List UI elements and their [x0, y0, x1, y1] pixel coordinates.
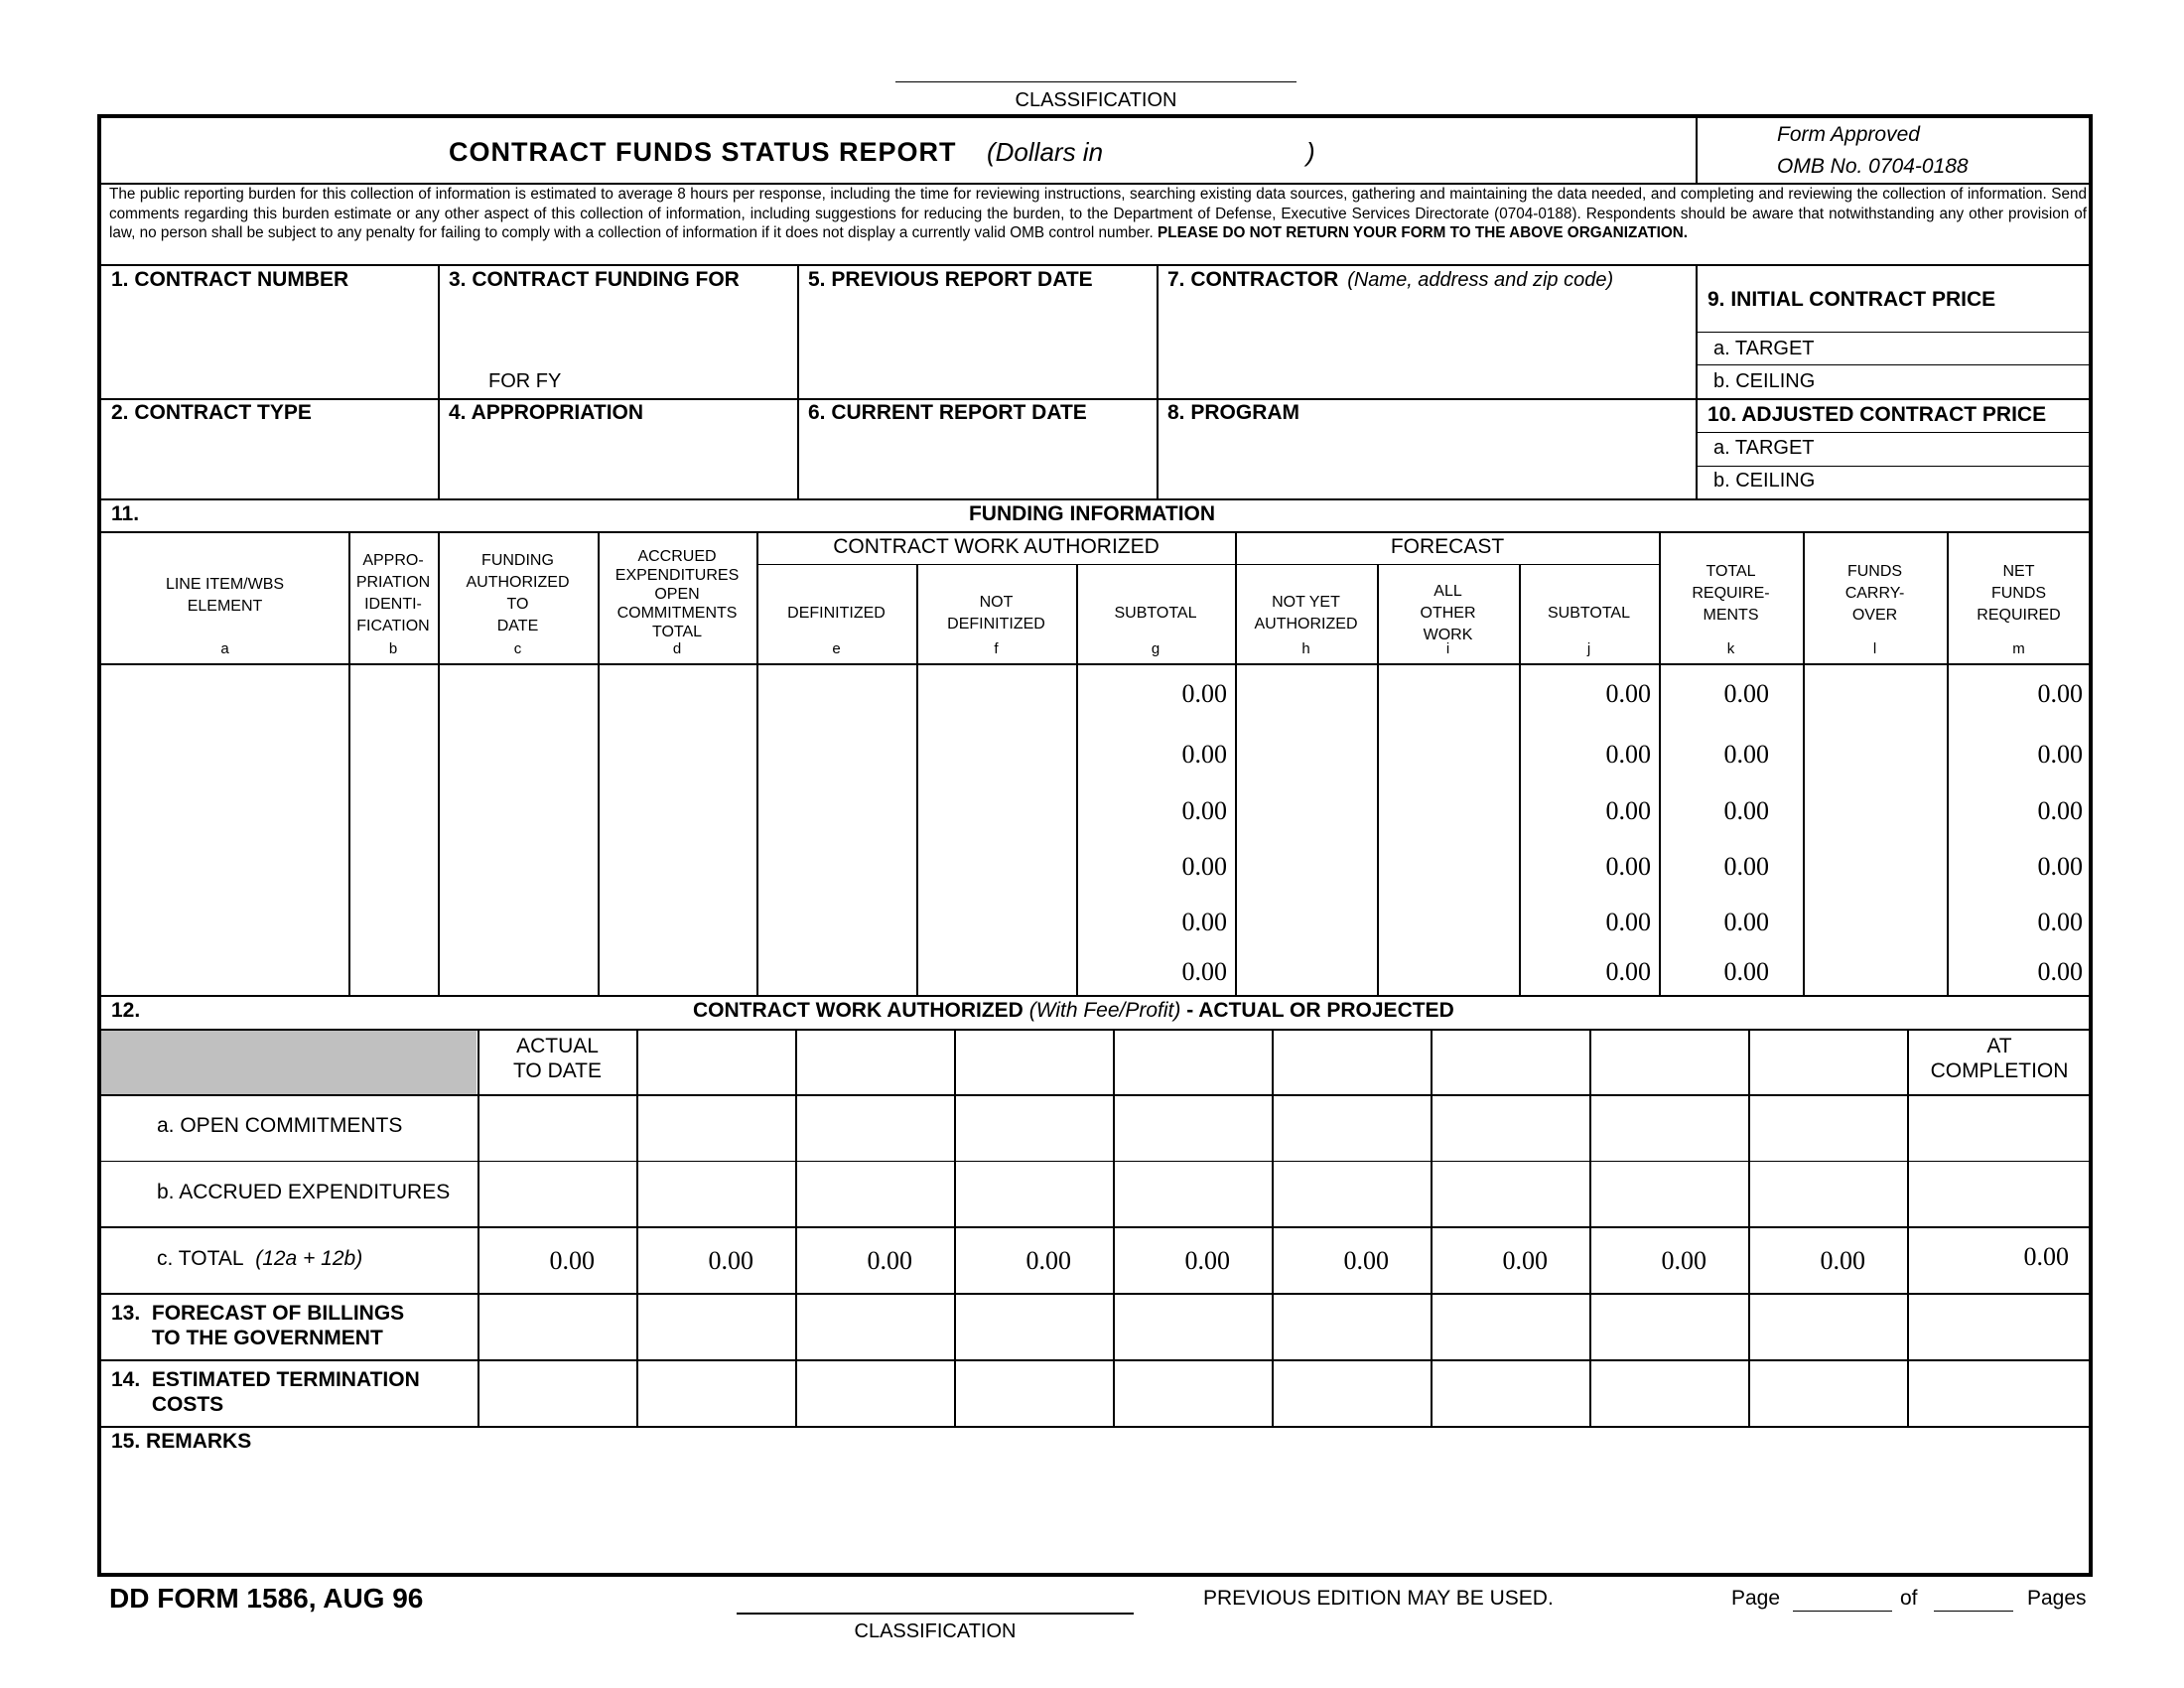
- accrued-expenditures-field-1[interactable]: [480, 1164, 633, 1223]
- accrued-expenditures-label: b. ACCRUED EXPENDITURES: [157, 1181, 451, 1203]
- initial-target-label: a. TARGET: [1713, 338, 1815, 359]
- contract-type-label: 2. CONTRACT TYPE: [111, 401, 312, 424]
- classification-bottom-line: [737, 1613, 1134, 1615]
- current-report-date-label: 6. CURRENT REPORT DATE: [808, 401, 1087, 424]
- page-total-field[interactable]: [1934, 1585, 2013, 1611]
- section-12-title-tail: - ACTUAL OR PROJECTED: [1186, 999, 1454, 1022]
- contractor-field[interactable]: [1161, 294, 1693, 395]
- open-commitments-field-8[interactable]: [1592, 1098, 1745, 1158]
- group-forecast: FORECAST: [1390, 535, 1505, 558]
- funding-cell-h-row-2[interactable]: [1241, 740, 1369, 775]
- col-letter-b: b: [388, 640, 398, 657]
- funding-cell-k-row-3[interactable]: 0.00: [1723, 796, 1769, 825]
- termination-costs-field-1[interactable]: [480, 1363, 633, 1423]
- col-header-funds-carryover: FUNDS CARRY- OVER: [1844, 563, 1905, 624]
- previous-edition-note: PREVIOUS EDITION MAY BE USED.: [1203, 1587, 1554, 1610]
- divider: [1696, 398, 2091, 400]
- funding-cell-k-row-4[interactable]: 0.00: [1723, 852, 1769, 881]
- contractor-label-group: [1167, 268, 1613, 292]
- program-field[interactable]: [1161, 427, 1693, 496]
- termination-costs-field-5[interactable]: [1116, 1363, 1269, 1423]
- funding-cell-d-row-3[interactable]: [604, 796, 749, 832]
- open-commitments-field-5[interactable]: [1116, 1098, 1269, 1158]
- divider: [99, 1293, 2091, 1295]
- col-letter-k: k: [1726, 640, 1735, 657]
- col-letter-e: e: [832, 640, 841, 657]
- funding-cell-a-row-1[interactable]: [107, 679, 341, 715]
- total-label-group: [157, 1247, 362, 1271]
- previous-report-date-label: 5. PREVIOUS REPORT DATE: [808, 268, 1093, 291]
- funding-cell-h-row-5[interactable]: [1241, 908, 1369, 943]
- funding-cell-i-row-4[interactable]: [1383, 852, 1511, 888]
- appropriation-label: 4. APPROPRIATION: [449, 401, 644, 424]
- col-header-total-requirements: TOTAL REQUIRE- MENTS: [1692, 563, 1770, 624]
- divider: [1519, 564, 1521, 996]
- section-12-number: 12.: [111, 999, 141, 1022]
- accrued-expenditures-field-4[interactable]: [957, 1164, 1110, 1223]
- funding-cell-c-row-6[interactable]: [444, 957, 590, 993]
- open-commitments-field-7[interactable]: [1433, 1098, 1586, 1158]
- adjusted-target-label: a. TARGET: [1713, 437, 1815, 459]
- total-value-3: 0.00: [867, 1246, 912, 1275]
- remarks-label: 15. REMARKS: [111, 1430, 252, 1453]
- section-11-number: 11.: [111, 502, 140, 525]
- col-header-cwa-subtotal: SUBTOTAL: [1114, 605, 1197, 622]
- divider: [99, 1226, 2091, 1228]
- funding-cell-k-row-5[interactable]: 0.00: [1723, 908, 1769, 936]
- funding-cell-i-row-3[interactable]: [1383, 796, 1511, 832]
- funding-cell-h-row-6[interactable]: [1241, 957, 1369, 993]
- classification-top-line: [895, 81, 1297, 82]
- for-fy-label: FOR FY: [488, 370, 562, 392]
- open-commitments-field-9[interactable]: [1751, 1098, 1904, 1158]
- period-header-field-6[interactable]: [1433, 1033, 1586, 1090]
- adjusted-target-field[interactable]: [1846, 434, 2089, 464]
- funding-cell-c-row-1[interactable]: [444, 679, 590, 715]
- funding-cell-a-row-5[interactable]: [107, 908, 341, 943]
- forecast-billings-field-10[interactable]: [1910, 1297, 2088, 1356]
- funding-cell-l-row-1[interactable]: [1809, 679, 1939, 715]
- funding-cell-m-row-3[interactable]: 0.00: [2037, 796, 2083, 825]
- funding-cell-d-row-4[interactable]: [604, 852, 749, 888]
- termination-costs-field-3[interactable]: [798, 1363, 951, 1423]
- contractor-label: 7. CONTRACTOR: [1167, 268, 1339, 291]
- contract-number-field[interactable]: [103, 294, 435, 395]
- funding-cell-a-row-6[interactable]: [107, 957, 341, 993]
- burden-statement: [109, 185, 2087, 243]
- col-letter-m: m: [2012, 640, 2025, 657]
- divider: [99, 663, 2091, 665]
- burden-text: The public reporting burden for this collection of information is estimated to average 8 hours per response, including the time for reviewing instructions, searching existing data sources, gathering and maintaining the data needed, and completing and reviewing the collection of information. Send comments regarding this burden estimate or any other aspect of this collection of information, including suggestions for reducing the burden, to the Department of Defense, Executive Services Directorate (0704-0188). Respondents should be aware that notwithstanding any other provision of law, no person shall be subject to any penalty for failing to comply with a collection of information if it does not display a currently valid OMB control number.: [109, 186, 2087, 241]
- funding-cell-k-row-6[interactable]: 0.00: [1723, 957, 1769, 986]
- period-header-field-2[interactable]: [798, 1033, 951, 1090]
- forecast-billings-field-4[interactable]: [957, 1297, 1110, 1356]
- contract-funding-for-label: 3. CONTRACT FUNDING FOR: [449, 268, 740, 291]
- funding-cell-m-row-4[interactable]: 0.00: [2037, 852, 2083, 881]
- appropriation-field[interactable]: [443, 427, 794, 496]
- funding-cell-e-row-4[interactable]: [762, 852, 908, 888]
- accrued-expenditures-field-5[interactable]: [1116, 1164, 1269, 1223]
- group-contract-work-authorized: CONTRACT WORK AUTHORIZED: [833, 535, 1160, 558]
- divider: [99, 264, 2091, 266]
- funding-cell-f-row-1[interactable]: [922, 679, 1068, 715]
- forecast-billings-field-6[interactable]: [1275, 1297, 1428, 1356]
- funding-cell-c-row-4[interactable]: [444, 852, 590, 888]
- funding-cell-m-row-1[interactable]: 0.00: [2037, 679, 2083, 708]
- funding-cell-c-row-5[interactable]: [444, 908, 590, 943]
- col-header-accrued-expenditures: ACCRUED EXPENDITURES OPEN COMMITMENTS TOTAL: [614, 547, 740, 640]
- termination-costs-field-7[interactable]: [1433, 1363, 1586, 1423]
- funding-cell-j-row-1[interactable]: 0.00: [1605, 679, 1651, 708]
- funding-cell-i-row-2[interactable]: [1383, 740, 1511, 775]
- section-12-title-main: CONTRACT WORK AUTHORIZED: [693, 999, 1024, 1022]
- accrued-expenditures-field-7[interactable]: [1433, 1164, 1586, 1223]
- funding-cell-f-row-4[interactable]: [922, 852, 1068, 888]
- termination-costs-label: 14. ESTIMATED TERMINATION COSTS: [111, 1368, 420, 1416]
- program-label: 8. PROGRAM: [1167, 401, 1300, 424]
- contract-type-field[interactable]: [103, 427, 435, 496]
- total-value-2: 0.00: [708, 1246, 753, 1275]
- form-id: DD FORM 1586, AUG 96: [109, 1583, 424, 1614]
- funding-cell-f-row-6[interactable]: [922, 957, 1068, 993]
- funding-cell-d-row-5[interactable]: [604, 908, 749, 943]
- total-value-1: 0.00: [549, 1246, 595, 1275]
- accrued-expenditures-field-3[interactable]: [798, 1164, 951, 1223]
- accrued-expenditures-field-10[interactable]: [1910, 1164, 2088, 1223]
- dollars-in-label: (Dollars in: [987, 137, 1104, 167]
- funding-cell-d-row-6[interactable]: [604, 957, 749, 993]
- open-commitments-label: a. OPEN COMMITMENTS: [157, 1114, 403, 1137]
- initial-ceiling-label: b. CEILING: [1713, 370, 1816, 392]
- divider: [1697, 364, 2091, 365]
- funding-cell-e-row-3[interactable]: [762, 796, 908, 832]
- funding-cell-j-row-6[interactable]: 0.00: [1605, 957, 1651, 986]
- col-letter-h: h: [1301, 640, 1310, 657]
- accrued-expenditures-field-2[interactable]: [639, 1164, 792, 1223]
- page-total-line: [1934, 1611, 2013, 1612]
- col-header-funding-authorized: FUNDING AUTHORIZED TO DATE: [466, 552, 570, 634]
- divider: [1697, 466, 2091, 467]
- divider: [99, 1359, 2091, 1361]
- section-12-title-italic: (With Fee/Profit): [1028, 999, 1181, 1022]
- col-header-definitized: DEFINITIZED: [787, 605, 886, 622]
- termination-costs-field-2[interactable]: [639, 1363, 792, 1423]
- divider: [1697, 332, 2091, 333]
- termination-costs-field-6[interactable]: [1275, 1363, 1428, 1423]
- funding-cell-g-row-2[interactable]: 0.00: [1181, 740, 1227, 769]
- termination-costs-field-9[interactable]: [1751, 1363, 1904, 1423]
- funding-cell-f-row-5[interactable]: [922, 908, 1068, 943]
- period-header-field-4[interactable]: [1116, 1033, 1269, 1090]
- col-header-net-funds-required: NET FUNDS REQUIRED: [1977, 563, 2061, 624]
- accrued-expenditures-field-9[interactable]: [1751, 1164, 1904, 1223]
- open-commitments-field-4[interactable]: [957, 1098, 1110, 1158]
- open-commitments-field-10[interactable]: [1910, 1098, 2088, 1158]
- termination-costs-field-8[interactable]: [1592, 1363, 1745, 1423]
- col-letter-l: l: [1872, 640, 1877, 657]
- previous-report-date-field[interactable]: [802, 294, 1154, 395]
- period-header-field-3[interactable]: [957, 1033, 1110, 1090]
- funding-cell-d-row-2[interactable]: [604, 740, 749, 775]
- divider: [99, 498, 2091, 500]
- divider: [797, 264, 799, 499]
- adjusted-ceiling-label: b. CEILING: [1713, 470, 1816, 492]
- period-header-field-8[interactable]: [1751, 1033, 1904, 1090]
- forecast-billings-field-9[interactable]: [1751, 1297, 1904, 1356]
- page-number-line: [1793, 1611, 1892, 1612]
- funding-cell-e-row-2[interactable]: [762, 740, 908, 775]
- dollars-unit-field[interactable]: [1138, 135, 1306, 169]
- funding-cell-i-row-1[interactable]: [1383, 679, 1511, 715]
- forecast-billings-field-7[interactable]: [1433, 1297, 1586, 1356]
- total-value-10: 0.00: [2023, 1242, 2069, 1271]
- open-commitments-field-3[interactable]: [798, 1098, 951, 1158]
- burden-bold: PLEASE DO NOT RETURN YOUR FORM TO THE ABOVE ORGANIZATION.: [1158, 224, 1689, 241]
- divider: [99, 531, 2091, 533]
- funding-cell-d-row-1[interactable]: [604, 679, 749, 715]
- initial-contract-price-label: 9. INITIAL CONTRACT PRICE: [1707, 288, 1996, 311]
- total-formula: (12a + 12b): [255, 1247, 363, 1270]
- col-header-forecast-subtotal: SUBTOTAL: [1548, 605, 1630, 622]
- divider: [99, 995, 2091, 997]
- funding-cell-j-row-3[interactable]: 0.00: [1605, 796, 1651, 825]
- funding-cell-h-row-4[interactable]: [1241, 852, 1369, 888]
- period-header-field-7[interactable]: [1592, 1033, 1745, 1090]
- funding-information-title: FUNDING INFORMATION: [968, 502, 1216, 525]
- period-header-field-5[interactable]: [1275, 1033, 1428, 1090]
- forecast-billings-field-8[interactable]: [1592, 1297, 1745, 1356]
- initial-target-field[interactable]: [1846, 334, 2089, 363]
- funding-cell-c-row-3[interactable]: [444, 796, 590, 832]
- funding-cell-l-row-3[interactable]: [1809, 796, 1939, 832]
- classification-top: CLASSIFICATION: [1015, 89, 1177, 111]
- divider: [99, 398, 1697, 400]
- col-letter-d: d: [672, 640, 682, 657]
- shaded-cell: [101, 1031, 477, 1094]
- funding-cell-j-row-2[interactable]: 0.00: [1605, 740, 1651, 769]
- termination-costs-field-4[interactable]: [957, 1363, 1110, 1423]
- col-header-line-item-wbs: LINE ITEM/WBS ELEMENT: [165, 576, 285, 615]
- funding-cell-b-row-5[interactable]: [354, 908, 430, 943]
- total-value-8: 0.00: [1661, 1246, 1706, 1275]
- funding-cell-g-row-1[interactable]: 0.00: [1181, 679, 1227, 708]
- section-12-title: [693, 999, 1454, 1023]
- funding-cell-e-row-6[interactable]: [762, 957, 908, 993]
- col-letter-j: j: [1586, 640, 1591, 657]
- funding-cell-h-row-3[interactable]: [1241, 796, 1369, 832]
- page-number-field[interactable]: [1793, 1585, 1892, 1611]
- pages-label: Pages: [2027, 1587, 2087, 1610]
- divider: [757, 564, 1659, 565]
- funding-cell-g-row-5[interactable]: 0.00: [1181, 908, 1227, 936]
- total-value-5: 0.00: [1184, 1246, 1230, 1275]
- initial-ceiling-field[interactable]: [1846, 366, 2089, 396]
- contract-number-label: 1. CONTRACT NUMBER: [111, 268, 349, 291]
- divider: [99, 1426, 2091, 1428]
- divider: [1157, 264, 1159, 499]
- funding-cell-l-row-2[interactable]: [1809, 740, 1939, 775]
- funding-cell-i-row-6[interactable]: [1383, 957, 1511, 993]
- funding-cell-g-row-6[interactable]: 0.00: [1181, 957, 1227, 986]
- funding-cell-f-row-3[interactable]: [922, 796, 1068, 832]
- forecast-billings-field-3[interactable]: [798, 1297, 951, 1356]
- divider: [1076, 564, 1078, 996]
- funding-cell-a-row-3[interactable]: [107, 796, 341, 832]
- accrued-expenditures-field-6[interactable]: [1275, 1164, 1428, 1223]
- funding-cell-i-row-5[interactable]: [1383, 908, 1511, 943]
- forecast-billings-label: 13. FORECAST OF BILLINGS TO THE GOVERNMENT: [111, 1302, 405, 1349]
- accrued-expenditures-field-8[interactable]: [1592, 1164, 1745, 1223]
- forecast-billings-field-2[interactable]: [639, 1297, 792, 1356]
- contractor-hint: (Name, address and zip code): [1347, 269, 1614, 291]
- funding-cell-b-row-4[interactable]: [354, 852, 430, 888]
- funding-cell-g-row-3[interactable]: 0.00: [1181, 796, 1227, 825]
- funding-cell-a-row-4[interactable]: [107, 852, 341, 888]
- funding-cell-m-row-5[interactable]: 0.00: [2037, 908, 2083, 936]
- funding-cell-e-row-1[interactable]: [762, 679, 908, 715]
- total-value-7: 0.00: [1502, 1246, 1548, 1275]
- omb-number: OMB No. 0704-0188: [1777, 155, 1969, 178]
- col-header-not-yet-authorized: NOT YET AUTHORIZED: [1254, 594, 1358, 633]
- dollars-close: ): [1306, 137, 1315, 167]
- divider: [1696, 264, 1698, 499]
- funding-cell-b-row-6[interactable]: [354, 957, 430, 993]
- open-commitments-field-2[interactable]: [639, 1098, 792, 1158]
- divider: [1696, 116, 1698, 184]
- funding-cell-a-row-2[interactable]: [107, 740, 341, 775]
- funding-cell-k-row-1[interactable]: 0.00: [1723, 679, 1769, 708]
- remarks-field[interactable]: [103, 1456, 2087, 1571]
- col-letter-a: a: [220, 640, 229, 657]
- funding-cell-f-row-2[interactable]: [922, 740, 1068, 775]
- current-report-date-field[interactable]: [802, 427, 1154, 496]
- funding-cell-b-row-3[interactable]: [354, 796, 430, 832]
- form-title: CONTRACT FUNDS STATUS REPORT: [449, 137, 957, 167]
- divider: [99, 1094, 2091, 1096]
- funding-cell-k-row-2[interactable]: 0.00: [1723, 740, 1769, 769]
- funding-cell-m-row-6[interactable]: 0.00: [2037, 957, 2083, 986]
- funding-cell-m-row-2[interactable]: 0.00: [2037, 740, 2083, 769]
- funding-cell-l-row-4[interactable]: [1809, 852, 1939, 888]
- open-commitments-field-1[interactable]: [480, 1098, 633, 1158]
- contract-funding-for-field[interactable]: [443, 294, 794, 395]
- at-completion-header: AT COMPLETION: [1930, 1035, 2069, 1082]
- funding-cell-j-row-4[interactable]: 0.00: [1605, 852, 1651, 881]
- funding-cell-e-row-5[interactable]: [762, 908, 908, 943]
- col-letter-i: i: [1445, 640, 1450, 657]
- total-value-6: 0.00: [1343, 1246, 1389, 1275]
- divider: [756, 531, 758, 996]
- funding-cell-j-row-5[interactable]: 0.00: [1605, 908, 1651, 936]
- adjusted-contract-price-label: 10. ADJUSTED CONTRACT PRICE: [1707, 403, 2047, 426]
- funding-cell-l-row-5[interactable]: [1809, 908, 1939, 943]
- funding-cell-l-row-6[interactable]: [1809, 957, 1939, 993]
- col-letter-f: f: [994, 640, 999, 657]
- total-value-9: 0.00: [1820, 1246, 1865, 1275]
- open-commitments-field-6[interactable]: [1275, 1098, 1428, 1158]
- forecast-billings-field-1[interactable]: [480, 1297, 633, 1356]
- col-letter-c: c: [513, 640, 522, 657]
- divider: [99, 1161, 2091, 1162]
- col-letter-g: g: [1151, 640, 1160, 657]
- divider: [438, 264, 440, 499]
- funding-cell-c-row-2[interactable]: [444, 740, 590, 775]
- col-header-not-definitized: NOT DEFINITIZED: [947, 594, 1045, 633]
- col-header-appropriation-id: APPRO- PRIATION IDENTI- FICATION: [355, 552, 431, 634]
- of-label: of: [1900, 1587, 1918, 1610]
- funding-cell-h-row-1[interactable]: [1241, 679, 1369, 715]
- adjusted-ceiling-field[interactable]: [1846, 468, 2089, 497]
- funding-cell-g-row-4[interactable]: 0.00: [1181, 852, 1227, 881]
- termination-costs-field-10[interactable]: [1910, 1363, 2088, 1423]
- total-label: c. TOTAL: [157, 1247, 244, 1270]
- funding-cell-b-row-2[interactable]: [354, 740, 430, 775]
- forecast-billings-field-5[interactable]: [1116, 1297, 1269, 1356]
- funding-cell-b-row-1[interactable]: [354, 679, 430, 715]
- total-value-4: 0.00: [1025, 1246, 1071, 1275]
- page-label: Page: [1731, 1587, 1781, 1610]
- divider: [1697, 432, 2091, 433]
- period-header-field-1[interactable]: [639, 1033, 792, 1090]
- actual-to-date-header: ACTUAL TO DATE: [512, 1035, 603, 1082]
- form-approved: Form Approved: [1777, 123, 1920, 146]
- classification-bottom: CLASSIFICATION: [854, 1620, 1017, 1642]
- col-header-all-other-work: ALL OTHER WORK: [1420, 583, 1476, 643]
